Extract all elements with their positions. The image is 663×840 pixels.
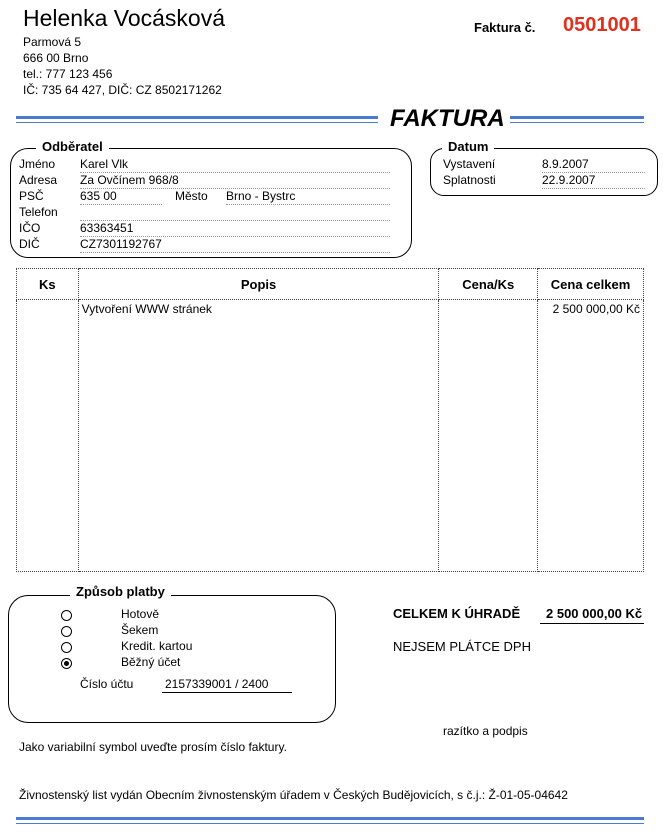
footer-rule — [16, 817, 644, 820]
seller-name: Helenka Vocásková — [23, 5, 226, 31]
customer-name-label: Jméno — [19, 157, 56, 171]
customer-phone-label: Telefon — [19, 205, 58, 219]
customer-city: Brno - Bystrc — [226, 189, 296, 203]
payment-radio-cash[interactable] — [61, 610, 72, 621]
header-qty: Ks — [17, 269, 79, 300]
payment-label-card: Kredit. kartou — [121, 639, 193, 653]
document-title: FAKTURA — [390, 105, 505, 132]
payment-label-cash: Hotově — [121, 607, 160, 621]
header-total: Cena celkem — [538, 269, 644, 300]
footer-rule-thin — [16, 823, 644, 824]
customer-dic-label: DIČ — [19, 237, 40, 251]
customer-dic: CZ7301192767 — [80, 237, 162, 251]
customer-name: Karel Vlk — [80, 157, 129, 171]
trade-license-note: Živnostenský list vydán Obecním živnostenským úřadem v Českých Budějovicích, s č.j.: Ž-01-05-04642 — [19, 788, 568, 802]
seller-phone: tel.: 777 123 456 — [23, 67, 113, 81]
payment-label-cheque: Šekem — [121, 623, 159, 637]
stamp-label: razítko a podpis — [443, 724, 528, 738]
title-rule-right — [510, 116, 644, 119]
invoice-number-label: Faktura č. — [474, 20, 536, 35]
customer-ico-label: IČO — [19, 221, 41, 235]
payment-radio-cheque[interactable] — [61, 626, 72, 637]
customer-zip-underline — [80, 204, 162, 205]
seller-street: Parmová 5 — [23, 35, 82, 49]
due-date-underline — [542, 188, 645, 189]
customer-city-underline — [226, 204, 390, 205]
payment-radio-bank[interactable] — [61, 658, 72, 669]
payment-label-bank: Běžný účet — [121, 655, 181, 669]
row-qty — [17, 300, 79, 572]
customer-address: Za Ovčínem 968/8 — [80, 173, 179, 187]
title-rule-left-thin — [16, 122, 378, 123]
customer-zip-label: PSČ — [19, 189, 44, 203]
total-underline — [540, 623, 644, 624]
due-date-label: Splatnosti — [443, 173, 496, 187]
vat-note: NEJSEM PLÁTCE DPH — [393, 639, 531, 654]
items-table — [16, 268, 644, 572]
account-number: 2157339001 / 2400 — [165, 677, 269, 691]
total-label: CELKEM K ÚHRADĚ — [393, 606, 521, 621]
invoice-number: 0501001 — [563, 14, 641, 36]
seller-city: 666 00 Brno — [23, 51, 89, 65]
customer-city-label: Město — [175, 189, 208, 203]
issued-date-label: Vystavení — [443, 157, 496, 171]
issued-date: 8.9.2007 — [542, 157, 589, 171]
payment-legend: Způsob platby — [70, 584, 171, 599]
title-rule-left — [16, 116, 378, 119]
account-underline — [162, 692, 292, 693]
header-description: Popis — [78, 269, 439, 300]
account-label: Číslo účtu — [80, 677, 134, 691]
customer-dic-underline — [80, 252, 390, 253]
customer-legend: Odběratel — [36, 139, 109, 154]
due-date: 22.9.2007 — [542, 173, 596, 187]
customer-address-label: Adresa — [19, 173, 58, 187]
header-unit-price: Cena/Ks — [439, 269, 538, 300]
dates-legend: Datum — [442, 139, 494, 154]
row-unit-price — [439, 300, 538, 572]
title-rule-right-thin — [510, 122, 644, 123]
row-total: 2 500 000,00 Kč — [538, 300, 644, 572]
customer-ico: 63363451 — [80, 221, 134, 235]
items-header-row — [17, 269, 644, 300]
variable-symbol-note: Jako variabilní symbol uveďte prosím číslo faktury. — [19, 740, 287, 754]
row-description: Vytvoření WWW stránek — [78, 300, 439, 572]
total-amount: 2 500 000,00 Kč — [546, 606, 643, 621]
customer-zip: 635 00 — [80, 189, 117, 203]
customer-box — [10, 148, 412, 258]
table-row — [17, 300, 644, 572]
seller-ids: IČ: 735 64 427, DIČ: CZ 8502171262 — [23, 83, 222, 97]
payment-radio-card[interactable] — [61, 642, 72, 653]
